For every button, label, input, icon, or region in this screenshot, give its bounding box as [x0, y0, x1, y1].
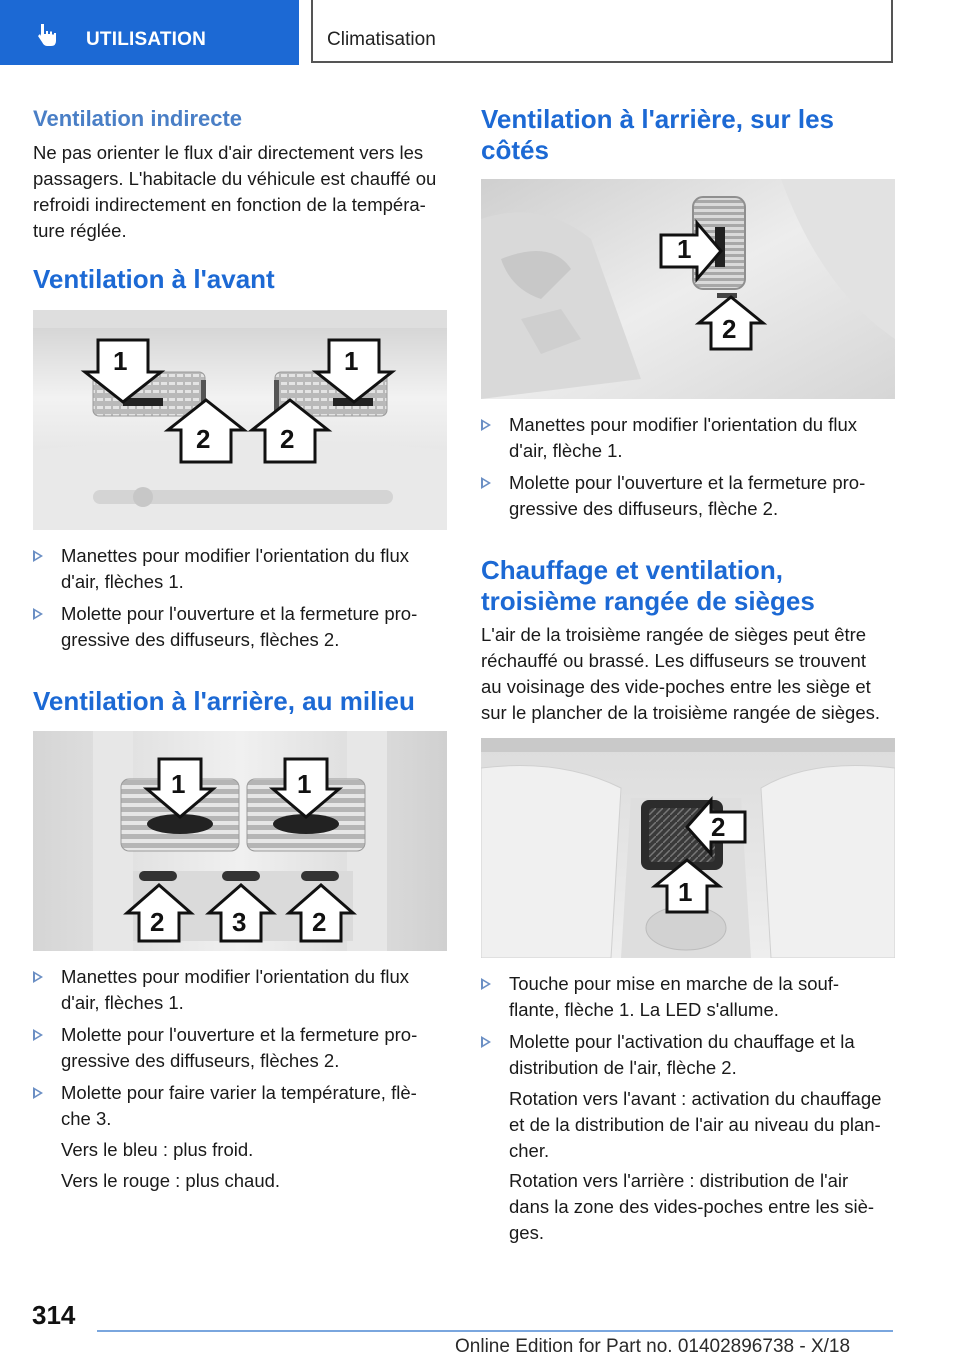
chapter-header [311, 0, 893, 63]
bullet-triangle-icon [33, 1029, 43, 1041]
section-label: UTILISATION [86, 29, 207, 50]
indirect-ventilation-heading: Ventilation indirecte [33, 106, 243, 131]
hand-pointer-icon [36, 22, 62, 48]
rear-middle-vents-figure [33, 731, 447, 951]
rear-side-ventilation-heading: Ventilation à l'arrière, sur les côtés [481, 104, 835, 165]
third-row-text: L'air de la troisième rangée de sièges peut être réchauffé ou brassé. Les diffuseurs se trouvent au voisinage des vide-poches entre les siège et sur le plancher de la troisième rangée de sièges. [481, 624, 881, 723]
bullet-triangle-icon [481, 1036, 491, 1048]
bullet-triangle-icon [33, 550, 43, 562]
rear-mid-label-1a: 1 [171, 769, 186, 799]
front-label-1a: 1 [113, 346, 128, 376]
backward-rotation-note: Rotation vers l'arrière : distribution de l'air dans la zone des vides-poches entre les siè- ges. [509, 1170, 875, 1243]
list-item: Molette pour faire varier la température, flè- che 3. [33, 1080, 453, 1132]
rear-side-label-1: 1 [677, 234, 692, 264]
front-ventilation-heading: Ventilation à l'avant [33, 264, 275, 294]
list-item: Manettes pour modifier l'orientation du flux d'air, flèche 1. [481, 412, 901, 464]
indirect-ventilation-text: Ne pas orienter le flux d'air directement vers les passagers. L'habitacle du véhicule est chauffé ou refroidi indirectement en fonction de la tempéra- ture réglée. [33, 142, 437, 241]
forward-rotation-note: Rotation vers l'avant : activation du chauffage et de la distribution de l'air au niveau du plan- cher. [509, 1088, 882, 1161]
bullet-triangle-icon [33, 971, 43, 983]
rear-side-vents-figure [481, 179, 895, 399]
third-row-vents-figure [481, 738, 895, 958]
rear-mid-label-1b: 1 [297, 769, 312, 799]
list-item: Molette pour l'activation du chauffage et la distribution de l'air, flèche 2. [481, 1029, 901, 1081]
front-label-2b: 2 [280, 424, 295, 454]
bullet-triangle-icon [481, 978, 491, 990]
rear-side-label-2: 2 [722, 314, 737, 344]
list-item: Manettes pour modifier l'orientation du flux d'air, flèches 1. [33, 964, 453, 1016]
footer-edition: Online Edition for Part no. 01402896738 - X/18 [455, 1336, 851, 1357]
rear-mid-label-2a: 2 [150, 907, 165, 937]
page-number: 314 [32, 1300, 76, 1330]
warmer-note: Vers le rouge : plus chaud. [61, 1170, 281, 1191]
third-row-label-1: 1 [678, 877, 693, 907]
bullet-triangle-icon [33, 608, 43, 620]
front-vents-figure [33, 310, 447, 530]
list-item: Molette pour l'ouverture et la fermeture pro- gressive des diffuseurs, flèches 2. [33, 601, 453, 653]
front-label-1b: 1 [344, 346, 359, 376]
bullet-triangle-icon [481, 477, 491, 489]
colder-note: Vers le bleu : plus froid. [61, 1139, 254, 1160]
list-item: Molette pour l'ouverture et la fermeture pro- gressive des diffuseurs, flèche 2. [481, 470, 901, 522]
rear-mid-label-2b: 2 [312, 907, 327, 937]
footer-divider [97, 1330, 893, 1332]
bullet-triangle-icon [481, 419, 491, 431]
rear-mid-label-3: 3 [232, 907, 247, 937]
third-row-heading: Chauffage et ventilation, troisième rangée de sièges [481, 555, 815, 616]
chapter-title: Climatisation [327, 29, 436, 50]
rear-middle-ventilation-heading: Ventilation à l'arrière, au milieu [33, 686, 415, 716]
bullet-triangle-icon [33, 1087, 43, 1099]
front-label-2a: 2 [196, 424, 211, 454]
section-tab[interactable] [0, 0, 299, 65]
third-row-label-2: 2 [711, 812, 726, 842]
list-item: Molette pour l'ouverture et la fermeture pro- gressive des diffuseurs, flèches 2. [33, 1022, 453, 1074]
list-item: Touche pour mise en marche de la souf- flante, flèche 1. La LED s'allume. [481, 971, 901, 1023]
list-item: Manettes pour modifier l'orientation du flux d'air, flèches 1. [33, 543, 453, 595]
